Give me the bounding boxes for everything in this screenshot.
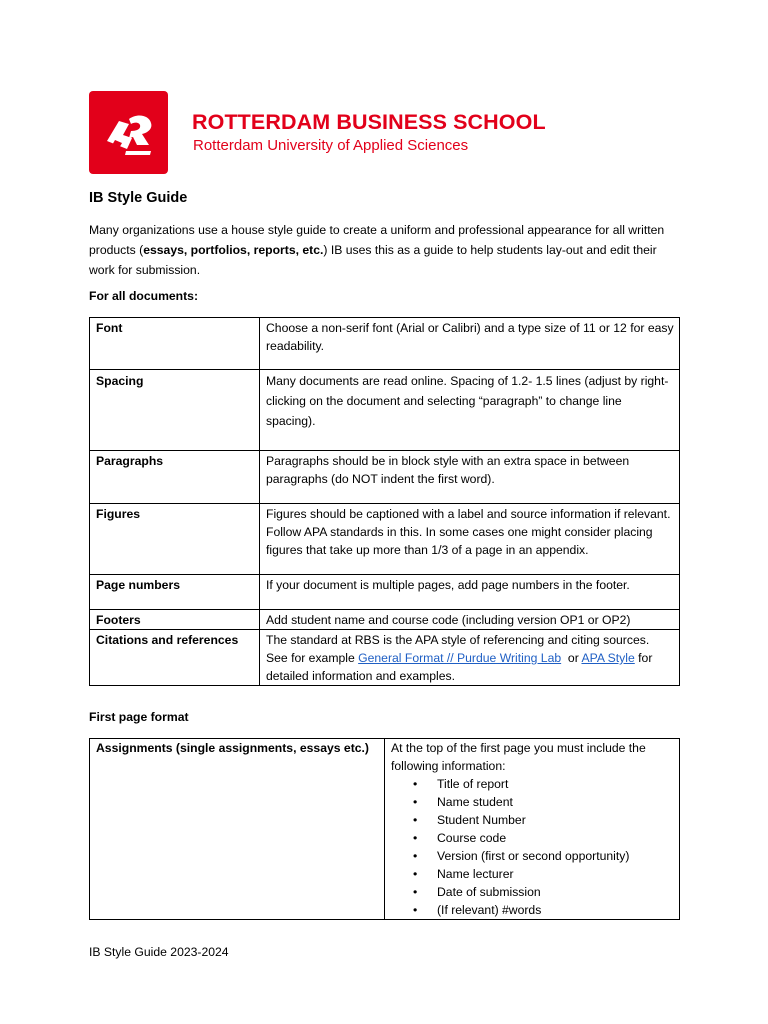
- row-label: Font: [90, 318, 260, 370]
- row-label: Footers: [90, 610, 260, 630]
- row-label: Citations and references: [90, 630, 260, 686]
- table-row: [90, 370, 680, 451]
- intro-paragraph: [89, 220, 679, 280]
- apa-style-link[interactable]: APA Style: [581, 651, 635, 665]
- rbs-logo-mark-icon: [89, 91, 168, 174]
- all-documents-table: [89, 317, 680, 686]
- intro-text-2: ) IB uses this as a guide to help students lay-out and edit their work for submission.: [89, 243, 657, 277]
- table-row: [90, 575, 680, 610]
- list-item: • Version (first or second opportunity): [413, 847, 674, 865]
- row-text: Paragraphs should be in block style with an extra space in between paragraphs (do NOT indent the first word).: [260, 451, 680, 504]
- row-label: Assignments (single assignments, essays etc.): [90, 739, 385, 920]
- list-item: • (If relevant) #words: [413, 901, 674, 919]
- table-row: [90, 451, 680, 504]
- intro-bold-text: essays, portfolios, reports, etc.: [143, 243, 324, 257]
- row-text: Figures should be captioned with a label and source information if relevant. Follow APA standards in this. In some cases one might consider placing figures that take up more than 1/3 of a page in an appendix.: [260, 504, 680, 575]
- list-item: • Course code: [413, 829, 674, 847]
- row-label: Figures: [90, 504, 260, 575]
- list-item: • Student Number: [413, 811, 674, 829]
- document-title: IB Style Guide: [89, 190, 188, 206]
- table-row: [90, 504, 680, 575]
- row-label: Paragraphs: [90, 451, 260, 504]
- table-row: [90, 739, 680, 920]
- table-row: [90, 630, 680, 686]
- all-documents-heading: For all documents:: [89, 289, 199, 303]
- list-item: • Date of submission: [413, 883, 674, 901]
- row-text: Many documents are read online. Spacing of 1.2- 1.5 lines (adjust by right-clicking on the document and selecting “paragraph” to change line spacing).: [260, 370, 680, 451]
- school-subtitle: Rotterdam University of Applied Sciences: [193, 137, 469, 154]
- first-page-intro: At the top of the first page you must include the following information:: [391, 741, 646, 773]
- list-item: • Name student: [413, 793, 674, 811]
- info-list: [413, 775, 674, 919]
- row-text: Choose a non-serif font (Arial or Calibri) and a type size of 11 or 12 for easy readability.: [260, 318, 680, 370]
- school-name: ROTTERDAM BUSINESS SCHOOL: [192, 110, 546, 134]
- rbs-logo: [89, 91, 168, 174]
- intro-text-1: Many organizations use a house style guide to create a uniform and professional appearance for all written products (: [89, 223, 665, 257]
- citations-text-3: for detailed information and examples.: [266, 651, 653, 683]
- citations-text-1: The standard at RBS is the APA style of referencing and citing sources. See for example: [266, 633, 650, 665]
- list-item: • Title of report: [413, 775, 674, 793]
- first-page-heading: First page format: [89, 710, 189, 724]
- row-text: [260, 630, 680, 686]
- purdue-owl-link[interactable]: General Format // Purdue Writing Lab: [358, 651, 562, 665]
- page-footer: IB Style Guide 2023-2024: [89, 945, 229, 959]
- row-text: Add student name and course code (including version OP1 or OP2): [260, 610, 680, 630]
- table-row: [90, 610, 680, 630]
- row-text: If your document is multiple pages, add page numbers in the footer.: [260, 575, 680, 610]
- row-label: Page numbers: [90, 575, 260, 610]
- row-text: [385, 739, 680, 920]
- first-page-table: [89, 738, 680, 920]
- list-item: • Name lecturer: [413, 865, 674, 883]
- row-label: Spacing: [90, 370, 260, 451]
- table-row: [90, 318, 680, 370]
- citations-text-2: or: [561, 651, 582, 665]
